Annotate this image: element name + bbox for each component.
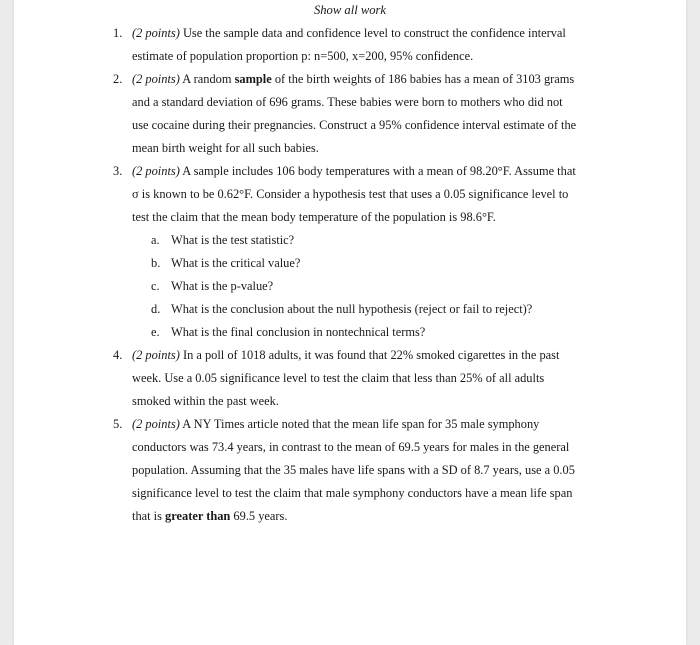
question-number: 3. — [113, 164, 123, 178]
subquestion-text: What is the final conclusion in nontechnical terms? — [171, 325, 426, 339]
subquestion-letter: a. — [151, 233, 160, 247]
question-line: smoked within the past week. — [132, 394, 279, 408]
question-line: use cocaine during their pregnancies. Construct a 95% confidence interval estimate of the — [132, 118, 577, 132]
question-text: that is — [132, 509, 166, 523]
question-line: test the claim that the mean body temperature of the population is 98.6°F. — [132, 210, 496, 224]
page-header: Show all work — [313, 3, 387, 17]
question-text: 69.5 years. — [230, 509, 288, 523]
question-text: In a poll of 1018 adults, it was found that 22% smoked cigarettes in the past — [179, 348, 560, 362]
question-line: estimate of population proportion p: n=500, x=200, 95% confidence. — [132, 49, 474, 63]
subquestion-letter: d. — [151, 302, 161, 316]
question-line: week. Use a 0.05 significance level to test the claim that less than 25% of all adults — [132, 371, 545, 385]
subquestion-text: What is the conclusion about the null hypothesis (reject or fail to reject)? — [171, 302, 533, 316]
points-label: (2 points) — [132, 348, 180, 362]
points-label: (2 points) — [132, 26, 180, 40]
question-line: mean birth weight for all such babies. — [132, 141, 319, 155]
question-text: A random — [179, 72, 235, 86]
emphasis-text: sample — [234, 72, 272, 86]
question-line — [132, 71, 574, 87]
emphasis-text: greater than — [165, 509, 231, 523]
subquestion-letter: c. — [151, 279, 160, 293]
question-line: σ is known to be 0.62°F. Consider a hypothesis test that uses a 0.05 significance level to — [132, 187, 569, 201]
question-number: 5. — [113, 417, 123, 431]
question-line — [132, 347, 559, 363]
question-line: population. Assuming that the 35 males have life spans with a SD of 8.7 years, use a 0.05 — [132, 463, 575, 477]
question-line — [132, 508, 287, 524]
subquestion-letter: e. — [151, 325, 160, 339]
question-line — [132, 416, 539, 432]
question-line: significance level to test the claim that male symphony conductors have a mean life span — [132, 486, 573, 500]
points-label: (2 points) — [132, 164, 180, 178]
subquestion-text: What is the p-value? — [171, 279, 274, 293]
subquestion-letter: b. — [151, 256, 161, 270]
question-line — [132, 25, 566, 41]
question-text: A NY Times article noted that the mean life span for 35 male symphony — [179, 417, 540, 431]
question-line — [132, 163, 576, 179]
subquestion-text: What is the critical value? — [171, 256, 301, 270]
question-text: A sample includes 106 body temperatures with a mean of 98.20°F. Assume that — [179, 164, 576, 178]
subquestion-text: What is the test statistic? — [171, 233, 295, 247]
question-number: 4. — [113, 348, 123, 362]
question-number: 1. — [113, 26, 123, 40]
points-label: (2 points) — [132, 72, 180, 86]
question-text: Use the sample data and confidence level to construct the confidence interval — [179, 26, 566, 40]
question-number: 2. — [113, 72, 123, 86]
question-line: conductors was 73.4 years, in contrast to the mean of 69.5 years for males in the general — [132, 440, 570, 454]
question-text: of the birth weights of 186 babies has a mean of 3103 grams — [271, 72, 575, 86]
question-line: and a standard deviation of 696 grams. These babies were born to mothers who did not — [132, 95, 563, 109]
points-label: (2 points) — [132, 417, 180, 431]
document-page — [14, 0, 686, 645]
